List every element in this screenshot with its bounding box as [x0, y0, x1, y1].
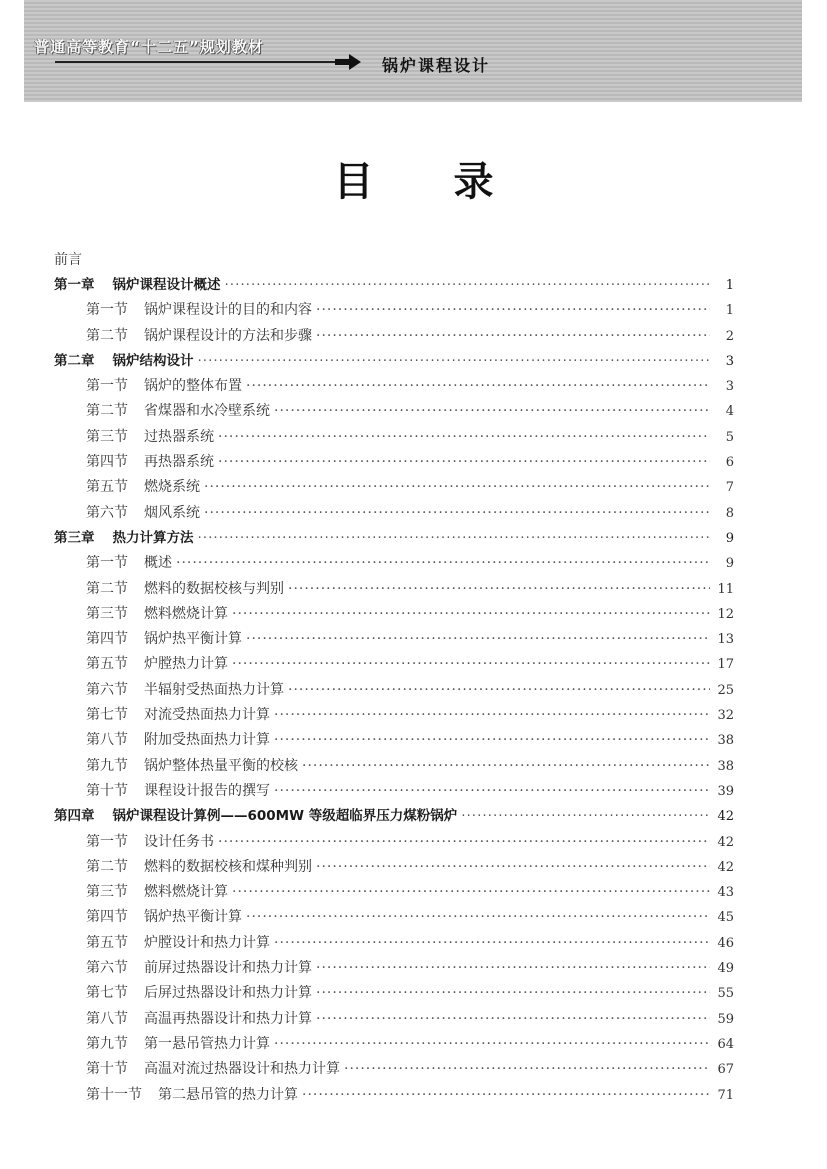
toc-entry-title: 过热器系统: [144, 428, 214, 445]
toc-entry-title: 锅炉热平衡计算: [144, 631, 242, 648]
toc-entry-page: 9: [725, 556, 734, 572]
dot-leader: [344, 1057, 710, 1082]
toc-section-entry[interactable]: [54, 880, 734, 905]
table-of-contents: [54, 248, 734, 1108]
dot-leader: [176, 551, 710, 576]
toc-entry-page: 6: [725, 455, 734, 471]
toc-entry-title: 高温对流过热器设计和热力计算: [144, 1061, 340, 1078]
toc-entry-number: 第八节: [86, 1010, 128, 1027]
toc-entry-title: 对流受热面热力计算: [144, 707, 270, 724]
toc-entry-number: 第三章: [54, 529, 95, 546]
toc-section-entry[interactable]: [54, 981, 734, 1006]
toc-entry-page: 42: [717, 834, 734, 850]
toc-section-entry[interactable]: [54, 1032, 734, 1057]
toc-section-entry[interactable]: [54, 1057, 734, 1082]
dot-leader: [288, 577, 710, 602]
toc-entry-title: 燃料的数据校核和煤种判别: [144, 858, 312, 875]
toc-entry-number: 第二节: [86, 580, 128, 597]
dot-leader: [246, 905, 710, 930]
toc-section-entry[interactable]: [54, 425, 734, 450]
toc-entry-page: 1: [725, 278, 734, 293]
arrow-right-icon: [335, 54, 361, 70]
dot-leader: [225, 273, 711, 298]
page-title: 目录: [333, 158, 574, 205]
toc-entry-number: 第二章: [54, 352, 95, 369]
toc-entry-page: 1: [725, 303, 734, 319]
toc-chapter-entry[interactable]: [54, 349, 734, 374]
toc-entry-title: 课程设计报告的撰写: [144, 782, 270, 799]
toc-entry-number: 第九节: [86, 757, 128, 774]
toc-entry-number: 第六节: [86, 681, 128, 698]
dot-leader: [316, 981, 710, 1006]
dot-leader: [302, 1083, 710, 1108]
toc-entry-title: 锅炉热平衡计算: [144, 909, 242, 926]
toc-entry-page: 25: [717, 682, 734, 698]
toc-section-entry[interactable]: [54, 501, 734, 526]
dot-leader: [246, 374, 710, 399]
toc-entry-number: 第四节: [86, 631, 128, 648]
dot-leader: [274, 728, 710, 753]
toc-entry-page: 11: [717, 581, 734, 597]
toc-section-entry[interactable]: [54, 627, 734, 652]
toc-entry-page: 12: [717, 606, 734, 622]
dot-leader: [218, 830, 710, 855]
toc-entry-page: 32: [717, 708, 734, 724]
toc-entry-page: 46: [717, 935, 734, 951]
toc-entry-title: 再热器系统: [144, 454, 214, 471]
toc-entry-page: 45: [717, 910, 734, 926]
toc-entry-title: 半辐射受热面热力计算: [144, 681, 284, 698]
toc-entry-page: 43: [717, 885, 734, 901]
toc-entry-number: 第一节: [86, 833, 128, 850]
toc-entry-number: 第五节: [86, 656, 128, 673]
dot-leader: [274, 931, 710, 956]
toc-entry-title: 烟风系统: [144, 504, 200, 521]
dot-leader: [274, 703, 710, 728]
toc-entry-number: 第一节: [86, 302, 128, 319]
toc-entry-title: 燃料的数据校核与判别: [144, 580, 284, 597]
toc-entry-page: 17: [717, 657, 734, 673]
toc-entry-title: 附加受热面热力计算: [144, 732, 270, 749]
toc-entry-number: 第九节: [86, 1035, 128, 1052]
toc-entry-title: 炉膛设计和热力计算: [144, 934, 270, 951]
toc-entry-number: 第四节: [86, 454, 128, 471]
toc-section-entry[interactable]: [54, 956, 734, 981]
toc-section-entry[interactable]: [54, 450, 734, 475]
toc-section-entry[interactable]: [54, 602, 734, 627]
toc-entry-number: 第八节: [86, 732, 128, 749]
dot-leader: [316, 1007, 710, 1032]
toc-entry-page: 42: [717, 859, 734, 875]
dot-leader: [232, 602, 710, 627]
dot-leader: [288, 678, 710, 703]
dot-leader: [198, 349, 711, 374]
toc-section-entry[interactable]: [54, 703, 734, 728]
dot-leader: [246, 627, 710, 652]
dot-leader: [204, 501, 710, 526]
toc-section-entry[interactable]: [54, 754, 734, 779]
toc-chapter-entry[interactable]: [54, 526, 734, 551]
toc-entry-page: 38: [717, 733, 734, 749]
toc-entry-number: 第四节: [86, 909, 128, 926]
toc-entry-number: 第一章: [54, 277, 95, 293]
toc-section-entry[interactable]: [54, 1007, 734, 1032]
toc-entry-number: 第三节: [86, 884, 128, 901]
toc-entry-number: 第一节: [86, 378, 128, 395]
toc-entry-number: 第三节: [86, 605, 128, 622]
course-title: 锅炉课程设计: [382, 56, 491, 75]
dot-leader: [232, 880, 710, 905]
toc-entry-page: 2: [725, 328, 734, 344]
dot-leader: [302, 754, 710, 779]
toc-entry-number: 第六节: [86, 504, 128, 521]
toc-entry-page: 59: [717, 1011, 734, 1027]
toc-entry-title: 锅炉结构设计: [112, 352, 194, 369]
toc-section-entry[interactable]: [54, 905, 734, 930]
toc-entry-number: 第十节: [86, 782, 128, 799]
dot-leader: [316, 956, 710, 981]
toc-section-entry[interactable]: [54, 298, 734, 323]
toc-entry-number: 第十一节: [86, 1086, 142, 1103]
toc-entry-number: 第三节: [86, 428, 128, 445]
toc-entry-page: 3: [725, 379, 734, 395]
dot-leader: [274, 1032, 710, 1057]
toc-entry-page: 9: [725, 530, 734, 546]
toc-entry-page: 3: [725, 353, 734, 369]
dot-leader: [316, 855, 710, 880]
toc-entry-title: 锅炉整体热量平衡的校核: [144, 757, 298, 774]
toc-section-entry[interactable]: [54, 855, 734, 880]
toc-entry-number: 第二节: [86, 403, 128, 420]
toc-section-entry[interactable]: [54, 931, 734, 956]
toc-section-entry[interactable]: [54, 830, 734, 855]
dot-leader: [274, 399, 710, 424]
toc-entry-page: 7: [725, 480, 734, 496]
toc-entry-number: 第五节: [86, 934, 128, 951]
toc-section-entry[interactable]: [54, 678, 734, 703]
toc-entry-title: 高温再热器设计和热力计算: [144, 1010, 312, 1027]
toc-entry-title: 锅炉课程设计概述: [112, 277, 221, 293]
dot-leader: [198, 526, 711, 551]
dot-leader: [218, 450, 710, 475]
toc-entry-title: 第二悬吊管的热力计算: [158, 1086, 298, 1103]
toc-entry-title: 燃烧系统: [144, 479, 200, 496]
toc-entry-title: 锅炉课程设计的方法和步骤: [144, 327, 312, 344]
toc-entry-number: 第六节: [86, 960, 128, 977]
toc-entry-number: 第四章: [54, 808, 95, 825]
toc-entry-number: 第十节: [86, 1061, 128, 1078]
dot-leader: [218, 425, 710, 450]
toc-entry-page: 64: [717, 1036, 734, 1052]
toc-entry-number: 第五节: [86, 479, 128, 496]
dot-leader: [204, 475, 710, 500]
toc-entry-number: 第二节: [86, 858, 128, 875]
toc-entry-number: 第七节: [86, 985, 128, 1002]
toc-entry-title: 锅炉课程设计的目的和内容: [144, 302, 312, 319]
toc-entry-number: 第七节: [86, 707, 128, 724]
toc-entry-number: 第二节: [86, 327, 128, 344]
toc-entry-title: 设计任务书: [144, 833, 214, 850]
toc-entry-title: 燃料燃烧计算: [144, 605, 228, 622]
dot-leader: [316, 298, 710, 323]
toc-entry-title: 前屏过热器设计和热力计算: [144, 960, 312, 977]
toc-section-entry[interactable]: [54, 577, 734, 602]
toc-section-entry[interactable]: [54, 551, 734, 576]
toc-entry-number: 第一节: [86, 555, 128, 572]
toc-section-entry[interactable]: [54, 475, 734, 500]
toc-entry-title: 后屏过热器设计和热力计算: [144, 985, 312, 1002]
dot-leader: [461, 804, 710, 829]
toc-entry-page: 5: [725, 429, 734, 445]
dot-leader: [316, 324, 710, 349]
toc-entry-title: 炉膛热力计算: [144, 656, 228, 673]
toc-entry-title: 锅炉的整体布置: [144, 378, 242, 395]
toc-preface[interactable]: 前言: [54, 252, 82, 268]
toc-entry-title: 燃料燃烧计算: [144, 884, 228, 901]
toc-section-entry[interactable]: [54, 779, 734, 804]
dot-leader: [274, 779, 710, 804]
toc-entry-title: 概述: [144, 555, 172, 572]
toc-entry-title: 第一悬吊管热力计算: [144, 1035, 270, 1052]
toc-entry-page: 4: [725, 404, 734, 420]
toc-entry-page: 71: [717, 1087, 734, 1103]
toc-entries: [54, 273, 734, 1108]
toc-section-entry[interactable]: [54, 399, 734, 424]
toc-entry-page: 42: [717, 809, 734, 825]
toc-entry-title: 锅炉课程设计算例——600MW 等级超临界压力煤粉锅炉: [112, 808, 458, 825]
toc-entry-page: 39: [717, 783, 734, 799]
toc-entry-title: 热力计算方法: [112, 529, 194, 546]
toc-section-entry[interactable]: [54, 374, 734, 399]
toc-section-entry[interactable]: [54, 324, 734, 349]
dot-leader: [232, 652, 710, 677]
toc-entry-page: 55: [717, 986, 734, 1002]
toc-entry-page: 8: [725, 505, 734, 521]
toc-entry-page: 49: [717, 961, 734, 977]
toc-entry-page: 13: [717, 632, 734, 648]
toc-section-entry[interactable]: [54, 652, 734, 677]
series-title: 普通高等教育“十二五”规划教材: [34, 38, 264, 56]
header-rule: [55, 61, 337, 63]
toc-chapter-entry[interactable]: [54, 273, 734, 298]
toc-entry-page: 38: [717, 758, 734, 774]
toc-entry-title: 省煤器和水冷壁系统: [144, 403, 270, 420]
toc-entry-page: 67: [717, 1062, 734, 1078]
toc-section-entry[interactable]: [54, 1083, 734, 1108]
toc-chapter-entry[interactable]: [54, 804, 734, 829]
toc-section-entry[interactable]: [54, 728, 734, 753]
